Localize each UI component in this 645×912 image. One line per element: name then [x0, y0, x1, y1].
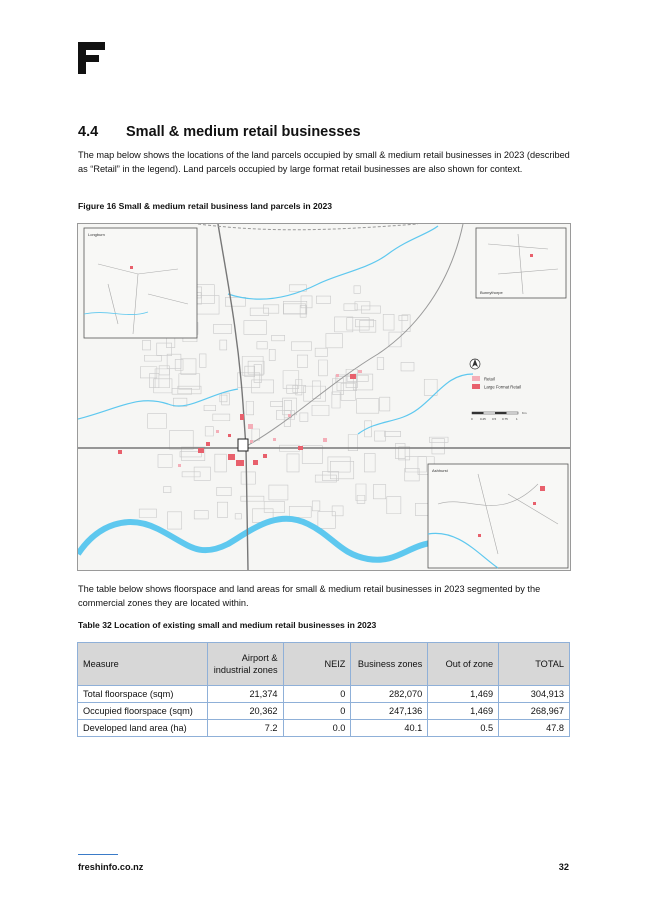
section-title: Small & medium retail businesses [126, 124, 361, 140]
footer-divider [78, 854, 118, 855]
scale-unit: Km [522, 411, 527, 415]
large-format-retail-parcel [240, 414, 244, 420]
legend-label-large-format-retail: Large Format Retail [484, 384, 522, 390]
column-header: Airport & industrial zones [207, 643, 283, 686]
large-format-retail-parcel [298, 446, 303, 450]
north-arrow-icon [470, 359, 480, 369]
legend-label-retail: Retail [484, 376, 495, 382]
section-number: 4.4 [78, 124, 99, 140]
column-header: NEIZ [283, 643, 351, 686]
inset-label-bunnythorpe: Bunnythorpe [480, 290, 503, 295]
retail-location-table [77, 642, 570, 737]
table-cell: 304,913 [499, 686, 570, 703]
table-cell: 0 [283, 686, 351, 703]
table-row [78, 720, 570, 737]
scale-tick-2: 0.5 [492, 417, 497, 421]
scale-tick-3: 0.75 [502, 417, 508, 421]
table-intro-paragraph: The table below shows floorspace and land areas for small & medium retail businesses in 2023 segmented by the commercial zones they are located within. [78, 584, 541, 608]
large-format-retail-parcel [198, 448, 204, 453]
table-cell: Occupied floorspace (sqm) [78, 703, 208, 720]
page-number: 32 [558, 862, 569, 872]
table-cell: 0.0 [283, 720, 351, 737]
large-format-retail-parcel [206, 442, 210, 446]
retail-parcel [273, 438, 276, 441]
table-row [78, 703, 570, 720]
column-header: TOTAL [499, 643, 570, 686]
column-header: Out of zone [428, 643, 499, 686]
table-cell: 1,469 [428, 686, 499, 703]
large-format-retail-parcel [236, 460, 244, 466]
large-format-retail-parcel [118, 450, 122, 454]
scale-tick-0: 0 [471, 417, 473, 421]
retail-parcel [288, 414, 291, 417]
large-format-retail-parcel [350, 374, 356, 379]
figure-caption: Figure 16 Small & medium retail business land parcels in 2023 [78, 201, 333, 211]
table-cell: Developed land area (ha) [78, 720, 208, 737]
retail-parcel [336, 374, 339, 377]
scale-tick-1: 0.25 [480, 417, 486, 421]
column-header: Measure [78, 643, 208, 686]
table-cell: 0.5 [428, 720, 499, 737]
table-cell: 7.2 [207, 720, 283, 737]
table-cell: 40.1 [351, 720, 428, 737]
intro-paragraph: The map below shows the locations of the land parcels occupied by small & medium retail businesses in 2023 (described as “Retail” in the legend). Land parcels occupied by large format retail businesses are also shown for context. [78, 150, 570, 174]
table-cell: 0 [283, 703, 351, 720]
large-format-retail-parcel [263, 454, 267, 458]
large-format-retail-parcel [253, 460, 258, 465]
inset-label-longburn: Longburn [88, 232, 105, 237]
large-format-retail-parcel [228, 454, 235, 460]
table-cell: 1,469 [428, 703, 499, 720]
table-header-row [78, 643, 570, 686]
table-cell: 247,136 [351, 703, 428, 720]
retail-map [77, 223, 571, 571]
table-cell: 20,362 [207, 703, 283, 720]
retail-parcel [250, 440, 253, 443]
table-cell: Total floorspace (sqm) [78, 686, 208, 703]
retail-parcel [216, 430, 219, 433]
retail-parcel [323, 438, 327, 442]
scale-tick-4: 1 [516, 417, 518, 421]
legend-swatch-retail [472, 376, 480, 381]
retail-parcel [248, 424, 253, 429]
company-logo [78, 42, 105, 74]
table-cell: 282,070 [351, 686, 428, 703]
large-format-retail-parcel [228, 434, 231, 437]
retail-parcel [358, 370, 362, 373]
table-caption: Table 32 Location of existing small and medium retail businesses in 2023 [78, 620, 377, 630]
legend-swatch-large-format-retail [472, 384, 480, 389]
section-heading [78, 124, 361, 140]
table-cell: 47.8 [499, 720, 570, 737]
table-row [78, 686, 570, 703]
retail-parcel [178, 464, 181, 467]
table-cell: 268,967 [499, 703, 570, 720]
inset-label-ashhurst: Ashhurst [432, 468, 448, 473]
column-header: Business zones [351, 643, 428, 686]
footer-website[interactable]: freshinfo.co.nz [78, 862, 144, 872]
table-cell: 21,374 [207, 686, 283, 703]
